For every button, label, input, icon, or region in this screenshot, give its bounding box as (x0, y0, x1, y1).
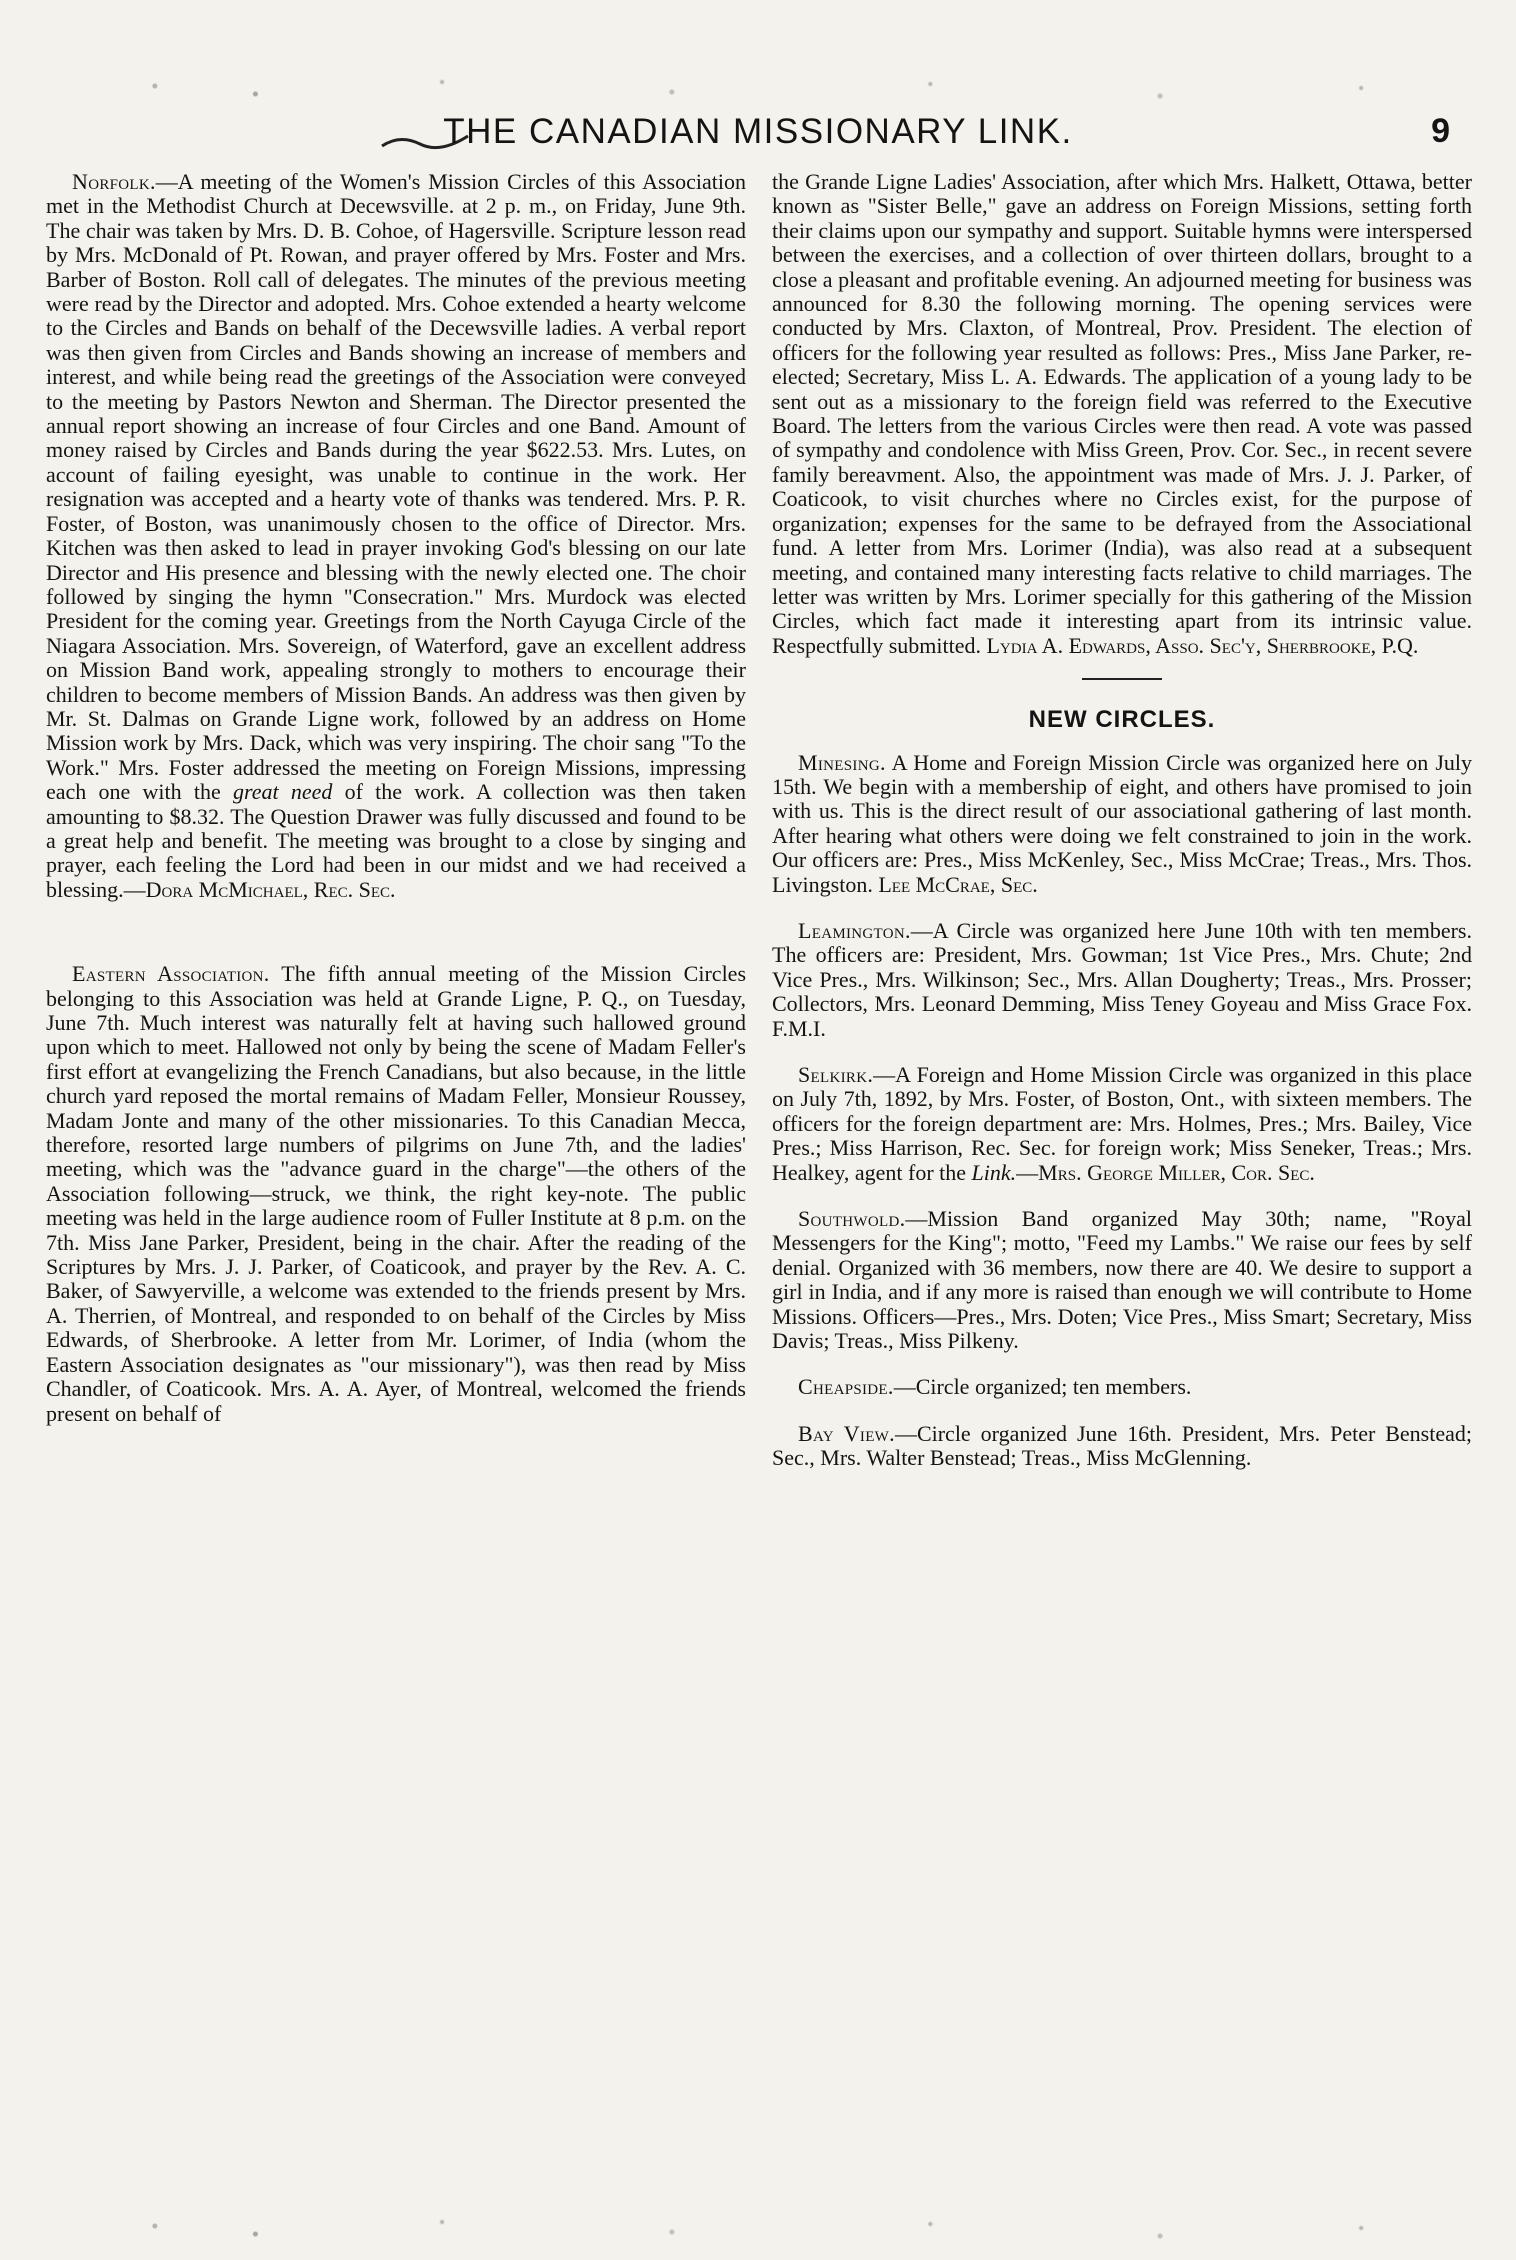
circle-item-bay-view (772, 1422, 1472, 1471)
circle-item-leamington (772, 919, 1472, 1041)
norfolk-emphasis: great need (232, 779, 333, 805)
circle-lead: Southwold. (798, 1206, 906, 1232)
eastern-continued-body: the Grande Ligne Ladies' Association, after which Mrs. Halkett, Ottawa, better known as "Sister Belle," gave an address on Foreign Missions, setting forth their claims upon our sympathy and support. Suitable hymns were interspersed between the exercises, and a collection of over thirteen dollars, brought to a close a pleasant and profitable evening. An adjourned meeting for business was announced for 8.30 the following morning. The opening services were conducted by Mrs. Claxton, of Montreal, Prov. President. The election of officers for the following year resulted as follows: Pres., Miss Jane Parker, re-elected; Secretary, Miss L. A. Edwards. The application of a young lady to be sent out as a missionary to the foreign field was referred to the Executive Board. The letters from the various Circles were then read. A vote was passed of sympathy and condolence with Miss Green, Prov. Cor. Sec., in recent severe family bereavment. Also, the appointment was made of Mrs. J. J. Parker, of Coaticook, to visit churches where no Circles exist, for the purpose of organization; expenses for the same to be defrayed from the Associational fund. A letter from Mrs. Lorimer (India), was also read at a subsequent meeting, and contained many interesting facts relative to child marriages. The letter was written by Mrs. Lorimer specially for this gathering of the Mission Circles, which fact made it interesting apart from its intrinsic value. Respectfully submitted. (772, 169, 1472, 658)
circle-body: —Circle organized; ten members. (893, 1374, 1192, 1400)
circle-lead: Cheapside. (798, 1374, 894, 1400)
scan-noise-top (40, 70, 1476, 110)
norfolk-body: —A meeting of the Women's Mission Circles of this Association met in the Methodist Church at Decewsville. at 2 p. m., on Friday, June 9th. The chair was taken by Mrs. D. B. Cohoe, of Hagersville. Scripture lesson read by Mrs. McDonald of Pt. Rowan, and prayer offered by Mrs. Foster and Mrs. Barber of Boston. Roll call of delegates. The minutes of the previous meeting were read by the Director and adopted. Mrs. Cohoe extended a hearty welcome to the Circles and Bands on behalf of the Decewsville ladies. A verbal report was then given from Circles and Bands showing an increase of members and interest, and while being read the greetings of the Association were conveyed to the meeting by Pastors Newton and Sherman. The Director presented the annual report showing an increase of four Circles and one Band. Amount of money raised by Circles and Bands during the year $622.53. Mrs. Lutes, on account of failing eyesight, was unable to continue in the work. Her resignation was accepted and a hearty vote of thanks was tendered. Mrs. P. R. Foster, of Boston, was unanimously chosen to the office of Director. Mrs. Kitchen was then asked to lead in prayer invoking God's blessing on our late Director and His presence and blessing with the newly elected one. The choir followed by singing the hymn "Consecration." Mrs. Murdock was elected President for the coming year. Greetings from the North Cayuga Circle of the Niagara Association. Mrs. Sovereign, of Waterford, gave an excellent address on Mission Band work, appealing strongly to mothers to encourage their children to become members of Mission Bands. An address was then given by Mr. St. Dalmas on Grande Ligne work, followed by an address on Home Mission work by Mrs. Dack, which was very inspiring. The choir sang "To the Work." Mrs. Foster addressed the meeting on Foreign Missions, impressing each one with the (46, 169, 746, 805)
circle-body: —Circle organized June 16th. President, Mrs. Peter Benstead; Sec., Mrs. Walter Benstead; Treas., Miss McGlenning. (772, 1420, 1473, 1471)
circle-item-minesing (772, 751, 1472, 897)
circle-signature: —Mrs. George Miller, Cor. Sec. (1016, 1159, 1315, 1185)
eastern-signature: Lydia A. Edwards, Asso. Sec'y, Sherbrooke, P.Q. (986, 632, 1419, 658)
circle-signature: F.M.I. (772, 1015, 826, 1041)
page-number: 9 (1431, 112, 1450, 150)
eastern-body: The fifth annual meeting of the Mission Circles belonging to this Association was held at Grande Ligne, P. Q., on Tuesday, June 7th. Much interest was naturally felt at having such hallowed ground upon which to meet. Hallowed not only by being the scene of Madam Feller's first effort at evangelizing the French Canadians, but also because, in the little church yard reposed the mortal remains of Madam Feller, Monsieur Roussey, Madam Jonte and many of the other missionaries. To this Canadian Mecca, therefore, resorted large numbers of pilgrims on June 7th, and the ladies' meeting, which was the "advance guard in the charge"—the others of the Association following—struck, we think, the right key-note. The public meeting was held in the large audience room of Fuller Institute at 8 p.m. on the 7th. Miss Jane Parker, President, being in the chair. After the reading of the Scriptures by Mrs. J. J. Parker, of Coaticook, and prayer by the Rev. A. C. Baker, of Sawyerville, a welcome was extended to the friends present by Mrs. A. Therrien, of Montreal, and responded to on behalf of the Circles by Miss Edwards, of Sherbrooke. A letter from Mr. Lorimer, of India (whom the Eastern Association designates as "our missionary"), was then read by Miss Chandler, of Coaticook. Mrs. A. A. Ayer, of Montreal, welcomed the friends present on behalf of (46, 961, 747, 1426)
eastern-lead: Eastern Association. (72, 961, 270, 987)
section-divider (1082, 678, 1162, 680)
circle-body: A Home and Foreign Mission Circle was organized here on July 15th. We begin with a membership of eight, and others have promised to join with us. This is the direct result of our associational gathering of last month. After hearing what others were doing we felt constrained to join in the work. Our officers are: Pres., Miss McKenley, Sec., Miss McCrae; Treas., Mrs. Thos. Livingston. (772, 749, 1472, 897)
norfolk-signature: —Dora McMichael, Rec. Sec. (123, 876, 396, 902)
circle-body: —A Circle was organized here June 10th with ten members. The officers are: President, Mrs. Gowman; 1st Vice Pres., Mrs. Chute; 2nd Vice Pres., Mrs. Wilkinson; Sec., Mrs. Allan Dougherty; Treas., Mrs. Prosser; Collectors, Mrs. Leonard Demming, Miss Teney Goyeau and Miss Grace Fox. (772, 917, 1472, 1017)
right-column (772, 170, 1472, 1471)
circle-body: —A Foreign and Home Mission Circle was organized in this place on July 7th, 1892, by Mrs. Foster, of Boston, Ont., with sixteen members. The officers for the foreign department are: Mrs. Holmes, Pres.; Mrs. Bailey, Vice Pres.; Miss Harrison, Rec. Sec. for foreign work; Miss Seneker, Treas.; Mrs. Healkey, agent for the (772, 1062, 1472, 1185)
norfolk-article (46, 170, 746, 902)
circle-body: —Mission Band organized May 30th; name, "Royal Messengers for the King"; motto, "Feed my Lambs." We raise our fees by self denial. Organized with 36 members, now there are 40. We desire to support a girl in India, and if any more is raised than enough we will contribute to Home Missions. Officers—Pres., Mrs. Doten; Vice Pres., Miss Smart; Secretary, Miss Davis; Treas., Miss Pilkeny. (772, 1206, 1472, 1354)
circle-lead: Minesing. (798, 749, 886, 775)
eastern-article-continued (772, 170, 1472, 658)
circle-item-selkirk (772, 1063, 1472, 1185)
new-circles-heading: NEW CIRCLES. (1028, 706, 1216, 734)
circle-emphasis: Link. (971, 1159, 1017, 1185)
circle-item-cheapside (772, 1375, 1472, 1399)
circle-lead: Leamington. (798, 917, 911, 943)
circle-lead: Selkirk. (798, 1062, 874, 1087)
norfolk-lead: Norfolk. (72, 169, 156, 194)
scan-noise-bottom (40, 2210, 1476, 2250)
circle-item-southwold (772, 1207, 1472, 1353)
eastern-article (46, 962, 746, 1426)
page-header (50, 112, 1466, 162)
circle-lead: Bay View. (798, 1420, 895, 1446)
left-column (46, 170, 746, 1426)
page-title: THE CANADIAN MISSIONARY LINK. (443, 112, 1073, 151)
circle-signature: Lee McCrae, Sec. (878, 871, 1038, 897)
norfolk-body-continued: of the work. A collection was then taken amounting to $8.32. The Question Drawer was fully discussed and found to be a great help and benefit. The meeting was brought to a close by singing and prayer, each feeling the Lord had been in our midst and we had received a blessing. (46, 779, 747, 902)
